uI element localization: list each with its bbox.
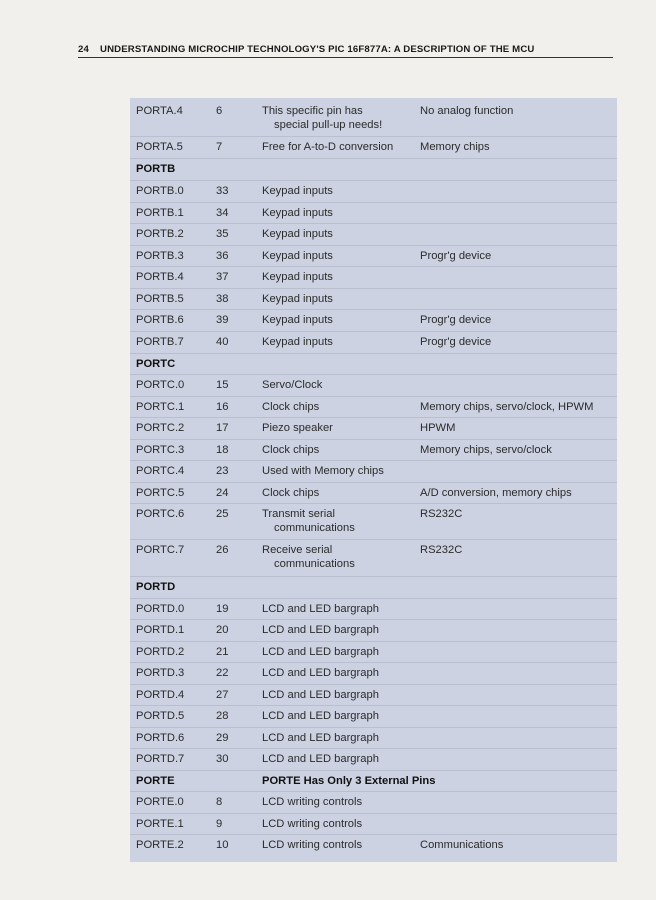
pin-number: 10 [216, 839, 229, 851]
row-divider [130, 288, 617, 289]
port-pin-name: PORTC.3 [136, 444, 185, 456]
pin-number: 21 [216, 646, 229, 658]
pin-usage [262, 443, 412, 457]
row-divider [130, 223, 617, 224]
port-pin-name: PORTC.6 [136, 508, 185, 520]
pin-usage-text: Keypad inputs [262, 336, 333, 348]
row-divider [130, 662, 617, 663]
pin-number: 23 [216, 465, 229, 477]
port-pin-name: PORTC.7 [136, 544, 185, 556]
pin-assignment-table [130, 98, 617, 862]
pin-note: HPWM [420, 422, 456, 434]
pin-number: 20 [216, 624, 229, 636]
port-pin-name: PORTB.3 [136, 250, 184, 262]
row-divider [130, 417, 617, 418]
row-divider [130, 353, 617, 354]
pin-usage [262, 335, 412, 349]
pin-usage-text: Free for A-to-D conversion [262, 141, 394, 153]
port-pin-name: PORTD.6 [136, 732, 185, 744]
pin-note: Progr'g device [420, 250, 492, 262]
pin-number: 40 [216, 336, 229, 348]
row-divider [130, 482, 617, 483]
row-divider [130, 136, 617, 137]
pin-number: 18 [216, 444, 229, 456]
pin-usage-text: LCD and LED bargraph [262, 667, 379, 679]
pin-number: 22 [216, 667, 229, 679]
row-divider [130, 180, 617, 181]
port-pin-name: PORTB.2 [136, 228, 184, 240]
port-pin-name: PORTD.1 [136, 624, 185, 636]
pin-usage-text: Keypad inputs [262, 228, 333, 240]
port-heading: PORTD [136, 581, 176, 593]
pin-usage [262, 817, 412, 831]
pin-number: 29 [216, 732, 229, 744]
row-divider [130, 158, 617, 159]
row-divider [130, 598, 617, 599]
pin-number: 24 [216, 487, 229, 499]
row-divider [130, 684, 617, 685]
row-divider [130, 705, 617, 706]
port-pin-name: PORTD.0 [136, 603, 185, 615]
pin-usage [262, 292, 412, 306]
row-divider [130, 309, 617, 310]
pin-number: 6 [216, 105, 223, 117]
pin-usage [262, 688, 412, 702]
pin-usage-text: LCD and LED bargraph [262, 753, 379, 765]
pin-usage [262, 666, 412, 680]
pin-usage-text: LCD and LED bargraph [262, 646, 379, 658]
pin-usage-text: LCD and LED bargraph [262, 710, 379, 722]
pin-usage-continued: special pull-up needs! [274, 119, 383, 131]
pin-usage [262, 249, 412, 263]
port-pin-name: PORTB.0 [136, 185, 184, 197]
pin-number: 28 [216, 710, 229, 722]
pin-note: RS232C [420, 544, 463, 556]
pin-usage-text: LCD writing controls [262, 839, 363, 851]
pin-usage [262, 313, 412, 327]
pin-number: 37 [216, 271, 229, 283]
pin-usage-text: Keypad inputs [262, 250, 333, 262]
row-divider [130, 770, 617, 771]
running-title: UNDERSTANDING MICROCHIP TECHNOLOGY'S PIC 16F877A: A DESCRIPTION OF THE MCU [100, 44, 535, 55]
port-pin-name: PORTD.4 [136, 689, 185, 701]
pin-note: A/D conversion, memory chips [420, 487, 572, 499]
port-heading: PORTC [136, 358, 176, 370]
row-divider [130, 396, 617, 397]
row-divider [130, 619, 617, 620]
pin-number: 39 [216, 314, 229, 326]
port-pin-name: PORTC.5 [136, 487, 185, 499]
row-divider [130, 331, 617, 332]
pin-usage-text: Servo/Clock [262, 379, 323, 391]
pin-usage-text: Keypad inputs [262, 271, 333, 283]
pin-usage-text: LCD and LED bargraph [262, 603, 379, 615]
port-pin-name: PORTC.4 [136, 465, 185, 477]
port-pin-name: PORTB.4 [136, 271, 184, 283]
pin-usage [262, 731, 412, 745]
pin-note: Progr'g device [420, 336, 492, 348]
pin-usage [262, 623, 412, 637]
pin-number: 9 [216, 818, 223, 830]
page-number: 24 [78, 44, 89, 55]
row-divider [130, 503, 617, 504]
port-heading: PORTB [136, 163, 176, 175]
pin-usage [262, 795, 412, 809]
row-divider [130, 813, 617, 814]
pin-usage [262, 421, 412, 435]
pin-usage-text: Keypad inputs [262, 293, 333, 305]
pin-usage-text: Clock chips [262, 444, 320, 456]
port-pin-name: PORTE.1 [136, 818, 184, 830]
pin-usage-text: This specific pin has [262, 105, 363, 117]
port-pin-name: PORTD.3 [136, 667, 185, 679]
port-pin-name: PORTB.1 [136, 207, 184, 219]
row-divider [130, 748, 617, 749]
row-divider [130, 374, 617, 375]
port-pin-name: PORTD.2 [136, 646, 185, 658]
pin-number: 17 [216, 422, 229, 434]
pin-usage [262, 838, 412, 852]
port-pin-name: PORTB.5 [136, 293, 184, 305]
port-pin-name: PORTD.7 [136, 753, 185, 765]
row-divider [130, 727, 617, 728]
pin-note: Memory chips [420, 141, 490, 153]
pin-usage [262, 464, 412, 478]
port-heading: PORTE [136, 775, 175, 787]
pin-number: 34 [216, 207, 229, 219]
pin-usage [262, 752, 412, 766]
pin-number: 15 [216, 379, 229, 391]
pin-usage-text: Keypad inputs [262, 207, 333, 219]
port-pin-name: PORTE.2 [136, 839, 184, 851]
row-divider [130, 834, 617, 835]
row-divider [130, 245, 617, 246]
pin-number: 8 [216, 796, 223, 808]
pin-usage-text: Clock chips [262, 401, 320, 413]
pin-number: 38 [216, 293, 229, 305]
pin-usage-continued: communications [274, 558, 355, 570]
port-pin-name: PORTA.5 [136, 141, 183, 153]
pin-note: Progr'g device [420, 314, 492, 326]
pin-usage [262, 400, 412, 414]
pin-usage-text: Keypad inputs [262, 314, 333, 326]
port-pin-name: PORTB.7 [136, 336, 184, 348]
row-divider [130, 791, 617, 792]
port-pin-name: PORTA.4 [136, 105, 183, 117]
pin-usage [262, 378, 412, 392]
pin-usage-text: LCD writing controls [262, 818, 363, 830]
pin-usage-text: Receive serial [262, 544, 333, 556]
pin-usage [262, 140, 412, 154]
row-divider [130, 539, 617, 540]
pin-note: Memory chips, servo/clock, HPWM [420, 401, 594, 413]
pin-number: 7 [216, 141, 223, 153]
port-pin-name: PORTC.2 [136, 422, 185, 434]
pin-usage-text: LCD and LED bargraph [262, 732, 379, 744]
port-pin-name: PORTC.1 [136, 401, 185, 413]
pin-usage [262, 227, 412, 241]
pin-usage [262, 206, 412, 220]
row-divider [130, 439, 617, 440]
row-divider [130, 641, 617, 642]
pin-usage [262, 602, 412, 616]
pin-usage-text: LCD writing controls [262, 796, 363, 808]
port-pin-name: PORTD.5 [136, 710, 185, 722]
pin-number: 19 [216, 603, 229, 615]
pin-usage [262, 507, 412, 535]
pin-usage [262, 709, 412, 723]
pin-usage-text: Piezo speaker [262, 422, 333, 434]
pin-usage-continued: communications [274, 522, 355, 534]
pin-usage-text: Clock chips [262, 487, 320, 499]
pin-usage-text: Used with Memory chips [262, 465, 384, 477]
pin-usage [262, 184, 412, 198]
pin-usage [262, 486, 412, 500]
pin-usage [262, 774, 482, 788]
pin-usage [262, 645, 412, 659]
pin-usage [262, 104, 412, 132]
row-divider [130, 576, 617, 577]
pin-usage-text: Keypad inputs [262, 185, 333, 197]
pin-note: Memory chips, servo/clock [420, 444, 552, 456]
pin-note: RS232C [420, 508, 463, 520]
port-pin-name: PORTC.0 [136, 379, 185, 391]
pin-number: 27 [216, 689, 229, 701]
pin-usage-text: PORTE Has Only 3 External Pins [262, 775, 436, 787]
pin-number: 25 [216, 508, 229, 520]
pin-number: 26 [216, 544, 229, 556]
pin-usage-text: Transmit serial [262, 508, 335, 520]
row-divider [130, 460, 617, 461]
pin-usage-text: LCD and LED bargraph [262, 624, 379, 636]
row-divider [130, 266, 617, 267]
pin-number: 36 [216, 250, 229, 262]
pin-number: 35 [216, 228, 229, 240]
pin-usage-text: LCD and LED bargraph [262, 689, 379, 701]
pin-number: 16 [216, 401, 229, 413]
page-header [78, 44, 613, 58]
pin-number: 33 [216, 185, 229, 197]
port-pin-name: PORTE.0 [136, 796, 184, 808]
port-pin-name: PORTB.6 [136, 314, 184, 326]
pin-usage [262, 270, 412, 284]
pin-note: Communications [420, 839, 504, 851]
pin-number: 30 [216, 753, 229, 765]
pin-note: No analog function [420, 105, 514, 117]
row-divider [130, 202, 617, 203]
pin-usage [262, 543, 412, 571]
